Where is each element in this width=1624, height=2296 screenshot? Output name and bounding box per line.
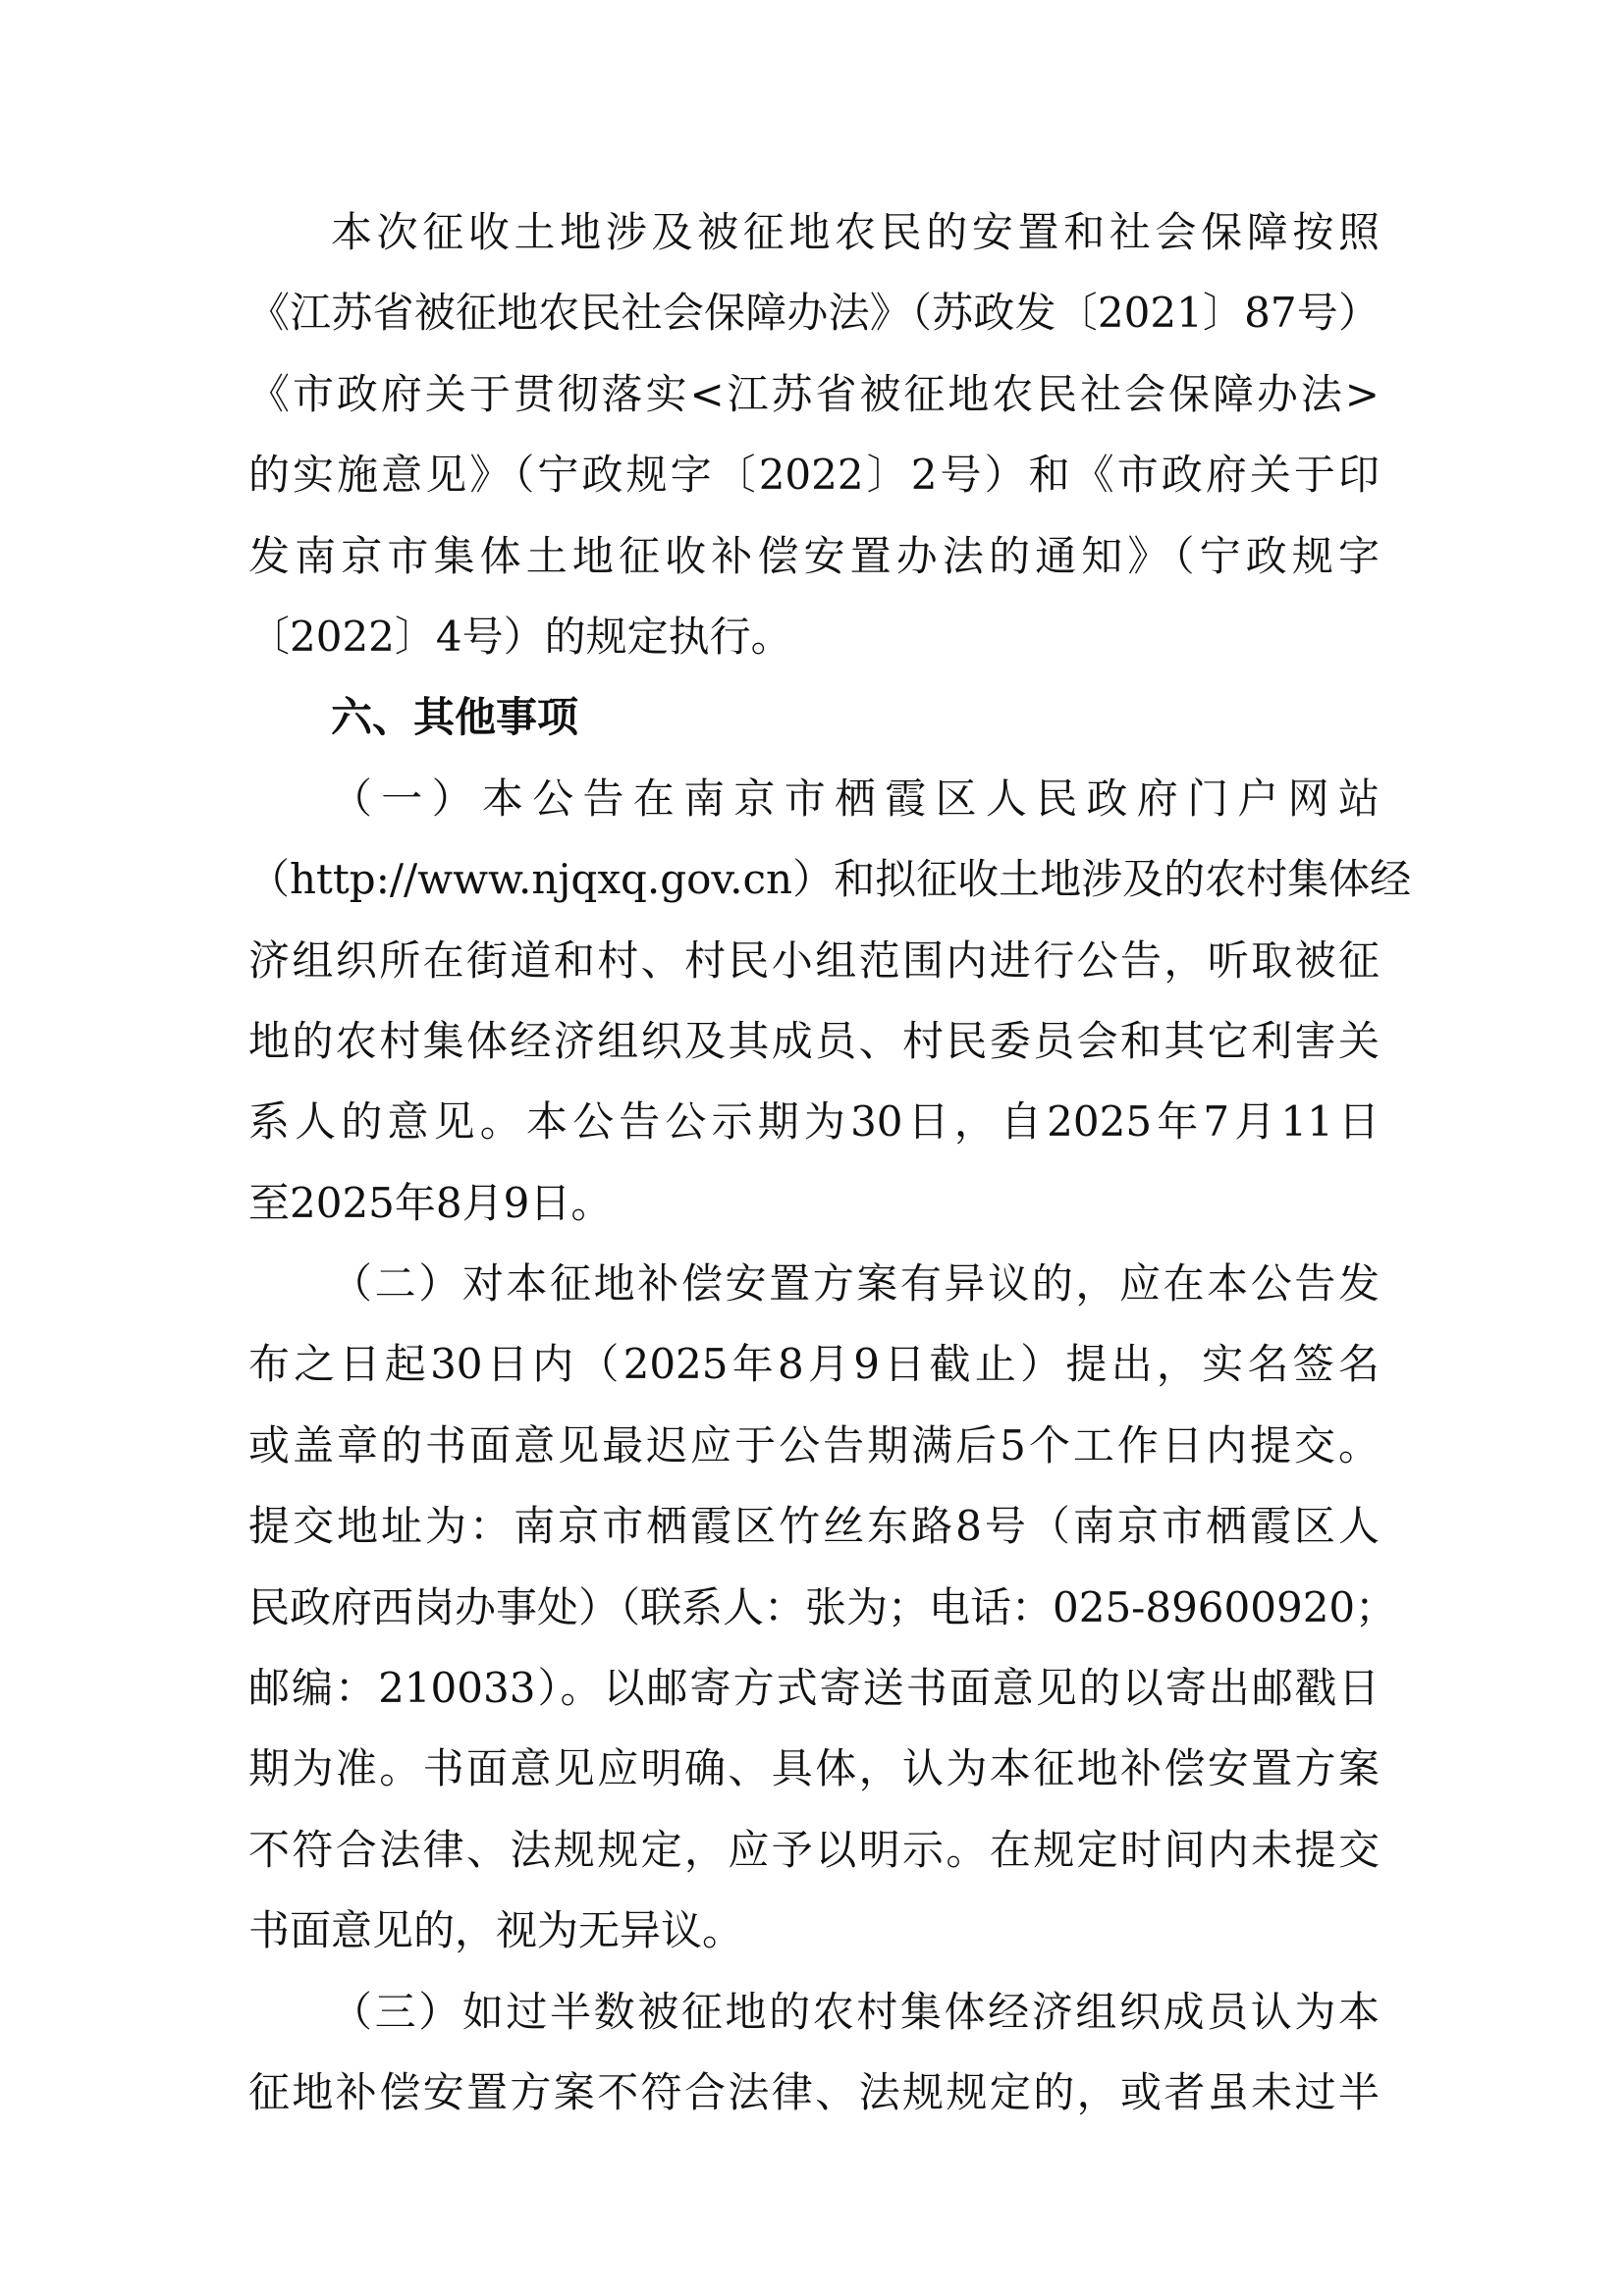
paragraph-line: 或盖章的书面意见最迟应于公告期满后5个工作日内提交。 <box>248 1420 1380 1469</box>
paragraph-line: 提交地址为：南京市栖霞区竹丝东路8号（南京市栖霞区人 <box>248 1502 1380 1551</box>
body-text <box>248 192 1412 2133</box>
paragraph-line: 发南京市集体土地征收补偿安置办法的通知》（宁政规字 <box>248 531 1380 580</box>
paragraph-line: 济组织所在街道和村、村民小组范围内进行公告，听取被征 <box>248 935 1380 985</box>
paragraph-line: （http://www.njqxq.gov.cn）和拟征收土地涉及的农村集体经 <box>248 855 1412 904</box>
paragraph-line: 书面意见的，视为无异议。 <box>248 1906 744 1955</box>
paragraph-line: 期为准。书面意见应明确、具体，认为本征地补偿安置方案 <box>248 1744 1380 1793</box>
paragraph-line: 布之日起30日内（2025年8月9日截止）提出，实名签名 <box>248 1340 1380 1389</box>
paragraph-line: 《市政府关于贯彻落实<江苏省被征地农民社会保障办法> <box>248 369 1380 418</box>
paragraph-line: 不符合法律、法规规定，应予以明示。在规定时间内未提交 <box>248 1825 1380 1874</box>
paragraph-line: 征地补偿安置方案不符合法律、法规规定的，或者虽未过半 <box>248 2067 1380 2116</box>
section-heading: 六、其他事项 <box>331 693 579 742</box>
paragraph-line: 系人的意见。本公告公示期为30日，自2025年7月11日 <box>248 1097 1380 1147</box>
paragraph-line: 地的农村集体经济组织及其成员、村民委员会和其它利害关 <box>248 1016 1380 1065</box>
paragraph-line: 本次征收土地涉及被征地农民的安置和社会保障按照 <box>331 208 1380 256</box>
paragraph-line: （三）如过半数被征地的农村集体经济组织成员认为本 <box>331 1987 1380 2036</box>
paragraph-line: 邮编：210033）。以邮寄方式寄送书面意见的以寄出邮戳日 <box>248 1664 1380 1713</box>
paragraph-line: （二）对本征地补偿安置方案有异议的，应在本公告发 <box>331 1259 1380 1308</box>
paragraph-line: 的实施意见》（宁政规字〔2022〕2号）和《市政府关于印 <box>248 451 1380 500</box>
paragraph-line: 至2025年8月9日。 <box>248 1178 613 1227</box>
paragraph-line: 〔2022〕4号）的规定执行。 <box>248 612 792 661</box>
paragraph-line: （一）本公告在南京市栖霞区人民政府门户网站 <box>331 774 1380 823</box>
paragraph-line: 《江苏省被征地农民社会保障办法》（苏政发〔2021〕87号） <box>248 289 1380 338</box>
paragraph-line: 民政府西岗办事处）（联系人：张为；电话：025-89600920； <box>248 1582 1397 1631</box>
